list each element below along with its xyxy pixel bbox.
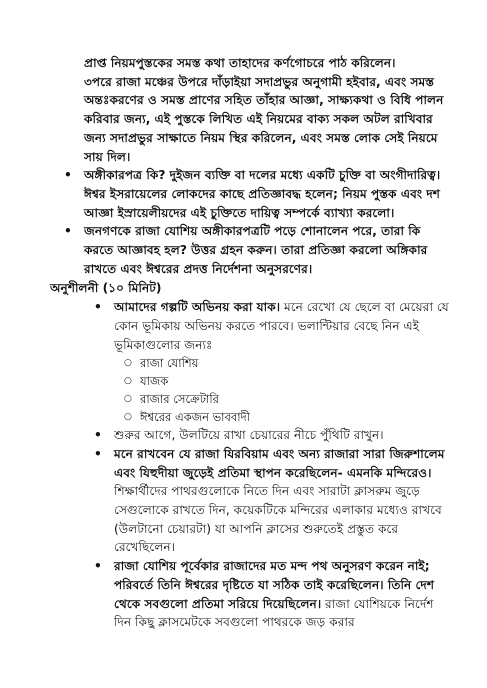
role-item: ○ যাজক [80, 372, 450, 390]
role-item: ○ রাজা যোশিয় [80, 354, 450, 372]
reform-text: রাজা যোশিয়কে নির্দেশ দিন কিছু ক্লাসমেটকে সবগুলো পাথরকে জড় করার [114, 596, 434, 630]
roles-list [80, 354, 450, 426]
bullet-people-response: • জনগণকে রাজা যোশিয় অঙ্গীকারপত্রটি পড়ে শোনালেন পরে, তারা কি করতে আজ্ঞাবহ হল? উত্তর গ্রহন করুন। তারা প্রতিজ্ঞা করলো অঙ্গিকার রাখতে এবং ঈশ্বরের প্রদত্ত নির্দেশনা অনুসরণের। [50, 222, 450, 278]
top-bullet-list [50, 166, 450, 278]
idols-text: শিক্ষার্থীদের পাথরগুলোকে নিতে দিন এবং সারাটা ক্লাসরুম জুড়ে সেগুলোকে রাখতে দিন, কয়েকটিকে মন্দিরের এলাকার মধ্যেও রাখবে (উলটানো চেয়ারটা) যা আপনি ক্লাসের শুরুতেই প্রস্তুত করে রেখেছিলেন। [114, 484, 442, 555]
bullet-josiah-reform [80, 557, 450, 632]
bullet-place-scroll: • শুরুর আগে, উলটিয়ে রাখা চেয়ারের নীচে পুঁথিটি রাখুন। [80, 426, 450, 445]
role-item: ○ ঈশ্বরের একজন ভাববাদী [80, 408, 450, 426]
document-body [50, 54, 450, 632]
reform-bold: রাজা যোশিয় পূর্বেকার রাজাদের মত মন্দ পথ অনুসরণ করেন নাই; পরিবর্তে তিনি ঈশ্বরের দৃষ্টিতে যা সঠিক তাই করেছিলেন। তিনি দেশ থেকে সবগুলো প্রতিমা সরিয়ে দিয়েছিলেন। [114, 559, 435, 611]
bullet-idols [80, 445, 450, 557]
role-item: ○ রাজার সেক্রেটারি [80, 390, 450, 408]
practice-bullet-list [50, 298, 450, 632]
act-story-text: মনে রেখো যে ছেলে বা মেয়েরা যে কোন ভূমিকায় অভিনয় করতে পারবে। ভলান্টিয়ার বেছে নিন এই ভূমিকাগুলোর জন্যঃ [114, 300, 449, 352]
act-story-bold: আমাদের গল্পটি অভিনয় করা যাক। [114, 300, 281, 315]
idols-bold: মনে রাখবেন যে রাজা যিরবিয়াম এবং অন্য রাজারা সারা জিরুশালেম এবং যিহুদীয়া জুড়েই প্রতিমা স্থাপন করেছিলেন- এমনকি মন্দিরেও। [114, 446, 445, 480]
bullet-covenant-definition: • অঙ্গীকারপত্র কি? দুইজন ব্যক্তি বা দলের মধ্যে একটি চুক্তি বা অংগীদারিত্ব। ঈশ্বর ইসরায়েলের লোকদের কাছে প্রতিজ্ঞাবদ্ধ হলেন; নিয়ম পুস্তক এবং দশ আজ্ঞা ইস্রায়েলীয়দের এই চুক্তিতে দায়িত্ব সম্পর্কে ব্যাখ্যা করলো। [50, 166, 450, 222]
intro-paragraph: প্রাপ্ত নিয়মপুস্তকের সমস্ত কথা তাহাদের কর্ণগোচরে পাঠ করিলেন। [84, 56, 396, 70]
bullet-act-story [80, 298, 450, 426]
practice-heading: অনুশীলনী (১০ মিনিট) [50, 281, 162, 296]
verse-3-paragraph: ৩পরে রাজা মঞ্চের উপরে দাঁড়াইয়া সদাপ্রভুর অনুগামী হইবার, এবং সমস্ত অন্তঃকরণের ও সমস্ত প্রাণের সহিত তাঁহার আজ্ঞা, সাক্ষ্যকথা ও বিধি পালন করিবার জন্য, এই পুস্তকে লিখিত এই নিয়মের বাক্য সকল অটল রাখিবার জন্য সদাপ্রভুর সাক্ষাতে নিয়ম স্থির করিলেন, এবং সমস্ত লোক সেই নিয়মে সায় দিল। [84, 74, 444, 164]
